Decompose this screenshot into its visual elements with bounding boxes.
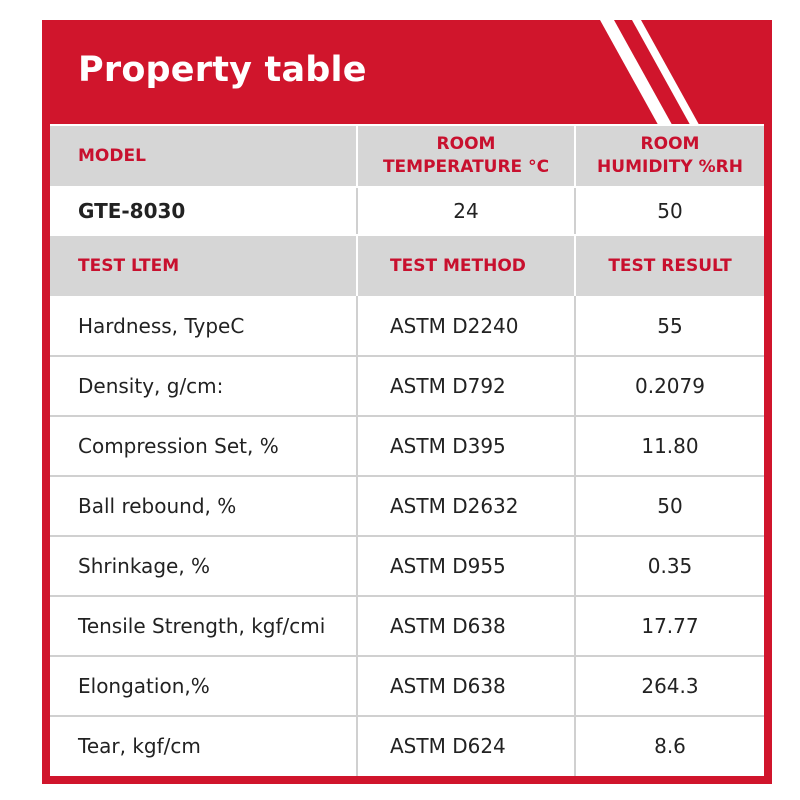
column-divider bbox=[356, 188, 358, 234]
row-divider bbox=[50, 715, 764, 717]
test-method: ASTM D955 bbox=[358, 536, 576, 596]
temperature-value: 24 bbox=[358, 188, 576, 234]
header-test-method: TEST METHOD bbox=[358, 236, 576, 296]
table-row bbox=[50, 296, 764, 356]
test-result: 50 bbox=[657, 494, 683, 518]
test-result: 11.80 bbox=[641, 434, 699, 458]
row-divider bbox=[50, 535, 764, 537]
test-method: ASTM D2632 bbox=[358, 476, 576, 536]
test-item: Shrinkage, % bbox=[50, 536, 358, 596]
table-row bbox=[50, 536, 764, 596]
column-divider bbox=[574, 296, 576, 776]
header-model-label: MODEL bbox=[78, 145, 146, 166]
table-row bbox=[50, 656, 764, 716]
test-item: Compression Set, % bbox=[50, 416, 358, 476]
test-result: 0.35 bbox=[647, 554, 693, 578]
humidity-value: 50 bbox=[657, 199, 683, 223]
page-title: Property table bbox=[78, 50, 367, 90]
table-row bbox=[50, 356, 764, 416]
test-method: ASTM D624 bbox=[358, 716, 576, 776]
table-row bbox=[50, 716, 764, 776]
table-row bbox=[50, 416, 764, 476]
model-value: GTE-8030 bbox=[50, 188, 358, 234]
test-result: 8.6 bbox=[654, 734, 686, 758]
header-room-temp-line2: TEMPERATURE °C bbox=[382, 157, 550, 177]
row-divider bbox=[50, 475, 764, 477]
test-item: Tensile Strength, kgf/cmi bbox=[50, 596, 358, 656]
header-room-humidity bbox=[576, 126, 764, 186]
header-room-temperature bbox=[358, 126, 576, 186]
test-result: 55 bbox=[657, 314, 683, 338]
header-room-hum-line1: ROOM bbox=[640, 134, 700, 154]
model-row bbox=[50, 188, 764, 234]
test-result: 0.2079 bbox=[635, 374, 705, 398]
test-method: ASTM D638 bbox=[358, 656, 576, 716]
column-divider bbox=[356, 296, 358, 776]
test-method: ASTM D792 bbox=[358, 356, 576, 416]
header-model bbox=[50, 126, 358, 186]
test-result: 264.3 bbox=[641, 674, 699, 698]
test-item: Elongation,% bbox=[50, 656, 358, 716]
table-header-row bbox=[50, 126, 764, 186]
test-item: Density, g/cm: bbox=[50, 356, 358, 416]
test-result: 17.77 bbox=[641, 614, 699, 638]
table-row bbox=[50, 596, 764, 656]
test-item: Ball rebound, % bbox=[50, 476, 358, 536]
test-method: ASTM D638 bbox=[358, 596, 576, 656]
header-test-item: TEST LTEM bbox=[50, 236, 358, 296]
test-header-row bbox=[50, 236, 764, 296]
table-row bbox=[50, 476, 764, 536]
row-divider bbox=[50, 355, 764, 357]
property-table bbox=[50, 124, 764, 776]
test-method: ASTM D2240 bbox=[358, 296, 576, 356]
test-item: Hardness, TypeC bbox=[50, 296, 358, 356]
header-room-hum-line2: HUMIDITY %RH bbox=[597, 157, 743, 177]
row-divider bbox=[50, 655, 764, 657]
header-test-result: TEST RESULT bbox=[576, 236, 764, 296]
property-table-card bbox=[42, 20, 772, 784]
row-divider bbox=[50, 415, 764, 417]
column-divider bbox=[574, 188, 576, 234]
row-divider bbox=[50, 595, 764, 597]
test-method: ASTM D395 bbox=[358, 416, 576, 476]
test-item: Tear, kgf/cm bbox=[50, 716, 358, 776]
header-room-temp-line1: ROOM bbox=[436, 134, 496, 154]
